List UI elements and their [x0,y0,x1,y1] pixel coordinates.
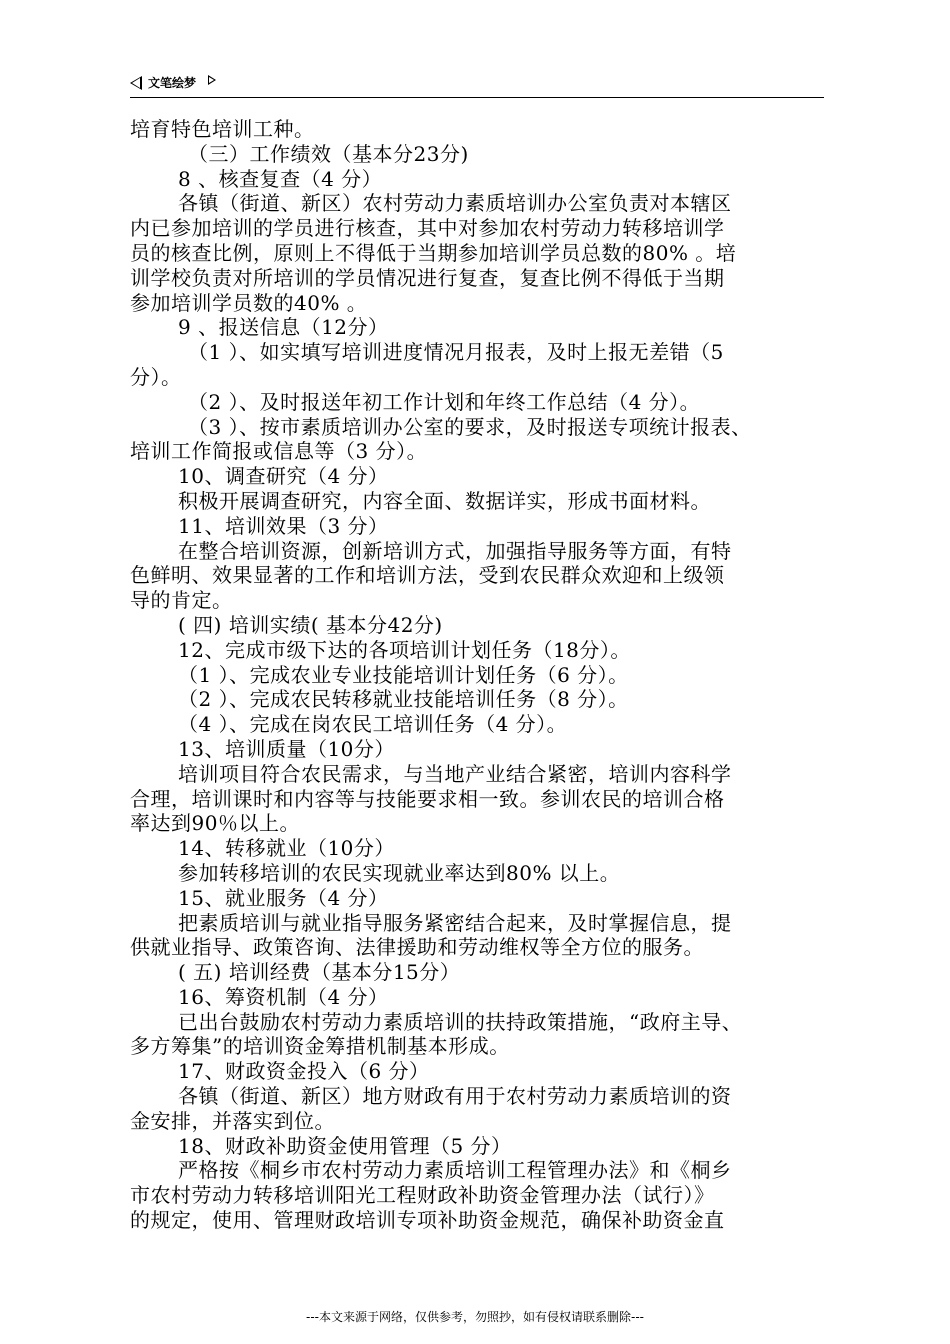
text-line: 市农村劳动力转移培训阳光工程财政补助资金管理办法（试行）》 [130,1183,715,1208]
text-line: （4 ）、完成在岗农民工培训任务（4 分）。 [178,712,568,737]
triangle-right-icon [208,75,216,85]
text-line: 培育特色培训工种。 [130,117,315,141]
text-line: ( 四) 培训实绩( 基本分42分) [178,612,443,637]
text-line: 导的肯定。 [130,588,233,613]
text-line: 15、就业服务（4 分） [178,885,389,910]
header-brand [130,74,216,91]
text-line: 培训项目符合农民需求，与当地产业结合紧密，培训内容科学 [178,761,732,786]
text-line: 金安排，并落实到位。 [130,1108,335,1133]
text-line: （1 ）、如实填写培训进度情况月报表，及时上报无差错（5 [188,340,724,365]
text-line: 各镇（街道、新区）地方财政有用于农村劳动力素质培训的资 [178,1084,732,1109]
text-line: （2 ）、完成农民转移就业技能培训任务（8 分）。 [178,687,629,712]
text-line: 员的核查比例，原则上不得低于当期参加培训学员总数的80% 。培 [130,240,737,265]
text-line: 参加转移培训的农民实现就业率达到80% 以上。 [178,860,621,885]
text-line: （1 ）、完成农业专业技能培训计划任务（6 分）。 [178,662,629,687]
text-line: 参加培训学员数的40% 。 [130,290,368,315]
text-line: 8 、核查复查（4 分） [178,166,383,191]
text-line: （三）工作绩效（基本分23分) [188,141,469,166]
text-line: 积极开展调查研究，内容全面、数据详实，形成书面材料。 [178,488,711,513]
text-line: 各镇（街道、新区）农村劳动力素质培训办公室负责对本辖区 [178,191,732,216]
text-line: 已出台鼓励农村劳动力素质培训的扶持政策措施，“政府主导、 [178,1009,743,1034]
header-divider [130,97,824,98]
text-line: 17、财政资金投入（6 分） [178,1059,430,1084]
text-line: ( 五) 培训经费（基本分15分） [178,960,461,985]
text-line: （3 ）、按市素质培训办公室的要求，及时报送专项统计报表、 [188,414,752,439]
text-line: 供就业指导、政策咨询、法律援助和劳动维权等全方位的服务。 [130,935,704,960]
header-title: 文笔绘梦 [148,76,197,90]
text-line: 在整合培训资源，创新培训方式，加强指导服务等方面，有特 [178,538,732,563]
text-line: 内已参加培训的学员进行核查，其中对参加农村劳动力转移培训学 [130,216,725,241]
text-line: 分）。 [130,364,182,389]
text-line: 训学校负责对所培训的学员情况进行复查，复查比例不得低于当期 [130,265,725,290]
document-body [130,117,824,1233]
text-line: 11、培训效果（3 分） [178,513,389,538]
page-header [130,72,824,98]
text-line: 18、财政补助资金使用管理（5 分） [178,1133,512,1158]
text-line: 合理，培训课时和内容等与技能要求相一致。参训农民的培训合格 [130,786,725,811]
text-line: 9 、报送信息（12分） [178,315,389,340]
text-line: 多方筹集”的培训资金筹措机制基本形成。 [130,1034,510,1059]
triangle-left-icon [130,76,142,90]
text-line: （2 ）、及时报送年初工作计划和年终工作总结（4 分）。 [188,389,701,414]
text-line: 14、转移就业（10分） [178,836,395,861]
text-line: 把素质培训与就业指导服务紧密结合起来，及时掌握信息，提 [178,910,732,935]
text-line: 色鲜明、效果显著的工作和培训方法，受到农民群众欢迎和上级领 [130,563,725,588]
text-line: 培训工作简报或信息等（3 分）。 [130,439,428,464]
text-line: 的规定，使用、管理财政培训专项补助资金规范，确保补助资金直 [130,1208,725,1233]
text-line: 16、筹资机制（4 分） [178,984,389,1009]
text-line: 13、培训质量（10分） [178,736,395,761]
text-line: 率达到90％以上。 [130,811,300,836]
text-line: 严格按《桐乡市农村劳动力素质培训工程管理办法》和《桐乡 [178,1158,732,1183]
text-line: 12、完成市级下达的各项培训计划任务（18分）。 [178,637,631,662]
page-footer: ---本文来源于网络，仅供参考，勿照抄，如有侵权请联系删除--- [306,1310,644,1324]
text-line: 10、调查研究（4 分） [178,464,389,489]
